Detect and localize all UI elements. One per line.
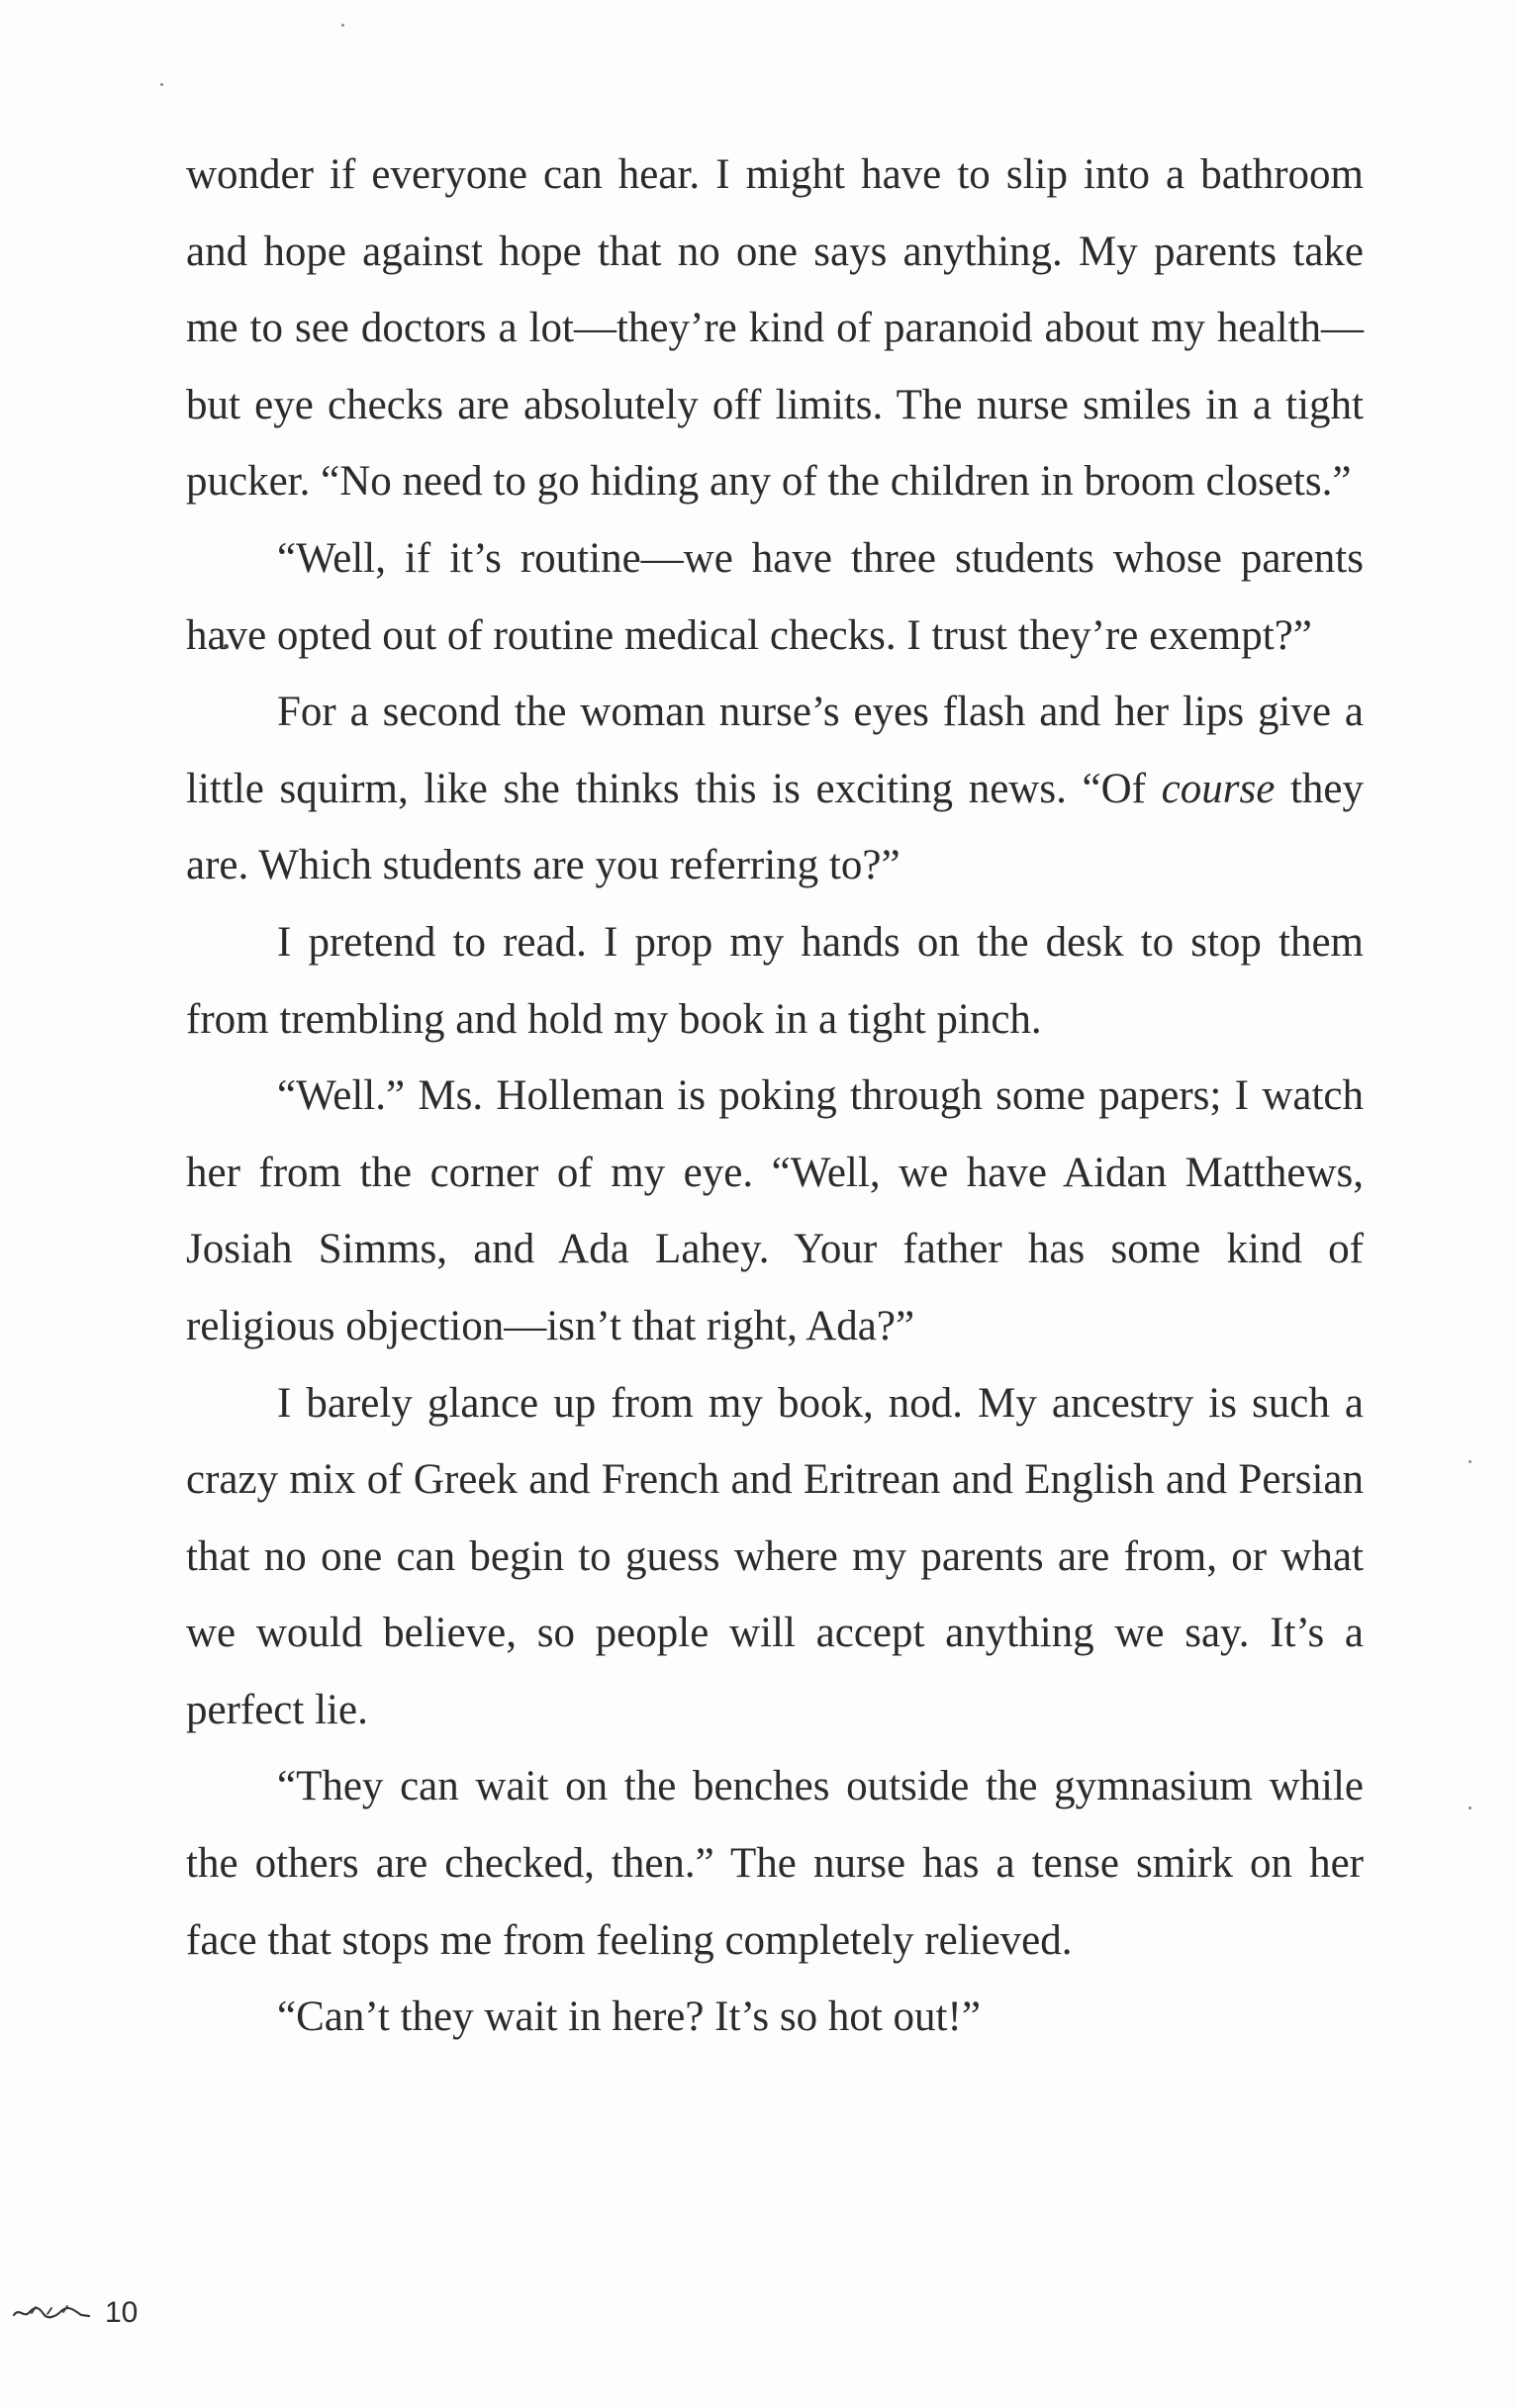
paragraph: I pretend to read. I prop my hands on the desk to stop them from trembling and hold my book in a tight pinch. (186, 918, 1364, 1043)
paper-speck (160, 83, 163, 86)
paragraph: wonder if everyone can hear. I might have to slip into a bathroom and hope against hope that no one says anything. My parents take me to see doctors a lot—they’re kind of paranoid about my health—but eye checks are absolutely off limits. The nurse smiles in a tight pucker. “No need to go hiding any of the children in broom closets.” (186, 151, 1364, 506)
paper-speck (341, 24, 344, 27)
italic-emphasis: course (1161, 765, 1276, 812)
paragraph: “They can wait on the benches outside the gymnasium while the others are checked, then.” The nurse has a tense smirk on her face that stops me from feeling completely relieved. (186, 1763, 1364, 1964)
paper-speck (1469, 1460, 1471, 1463)
flourish-icon (12, 2303, 91, 2323)
paragraph: “Can’t they wait in here? It’s so hot out!” (277, 1993, 981, 2041)
paragraph: “Well, if it’s routine—we have three students whose parents have opted out of routine medical checks. I trust they’re exempt?” (186, 534, 1364, 659)
body-text (186, 137, 1364, 2056)
page-footer (12, 2293, 138, 2333)
paragraph: For a second the woman nurse’s eyes flash and her lips give a little squirm, like she thinks this is exciting news. “Of course they are. Which students are you referring to?” (186, 689, 1364, 889)
paper-speck (1469, 1806, 1471, 1809)
paragraph: “Well.” Ms. Holleman is poking through some papers; I watch her from the corner of my eye. “Well, we have Aidan Matthews, Josiah Simms, and Ada Lahey. Your father has some kind of religious objection—isn’t that right, Ada?” (186, 1072, 1364, 1349)
page-number: 10 (105, 2296, 139, 2329)
paragraph: I barely glance up from my book, nod. My ancestry is such a crazy mix of Greek and French and Eritrean and English and Persian that no one can begin to guess where my parents are from, or what we would believe, so people will accept anything we say. It’s a perfect lie. (186, 1379, 1364, 1733)
